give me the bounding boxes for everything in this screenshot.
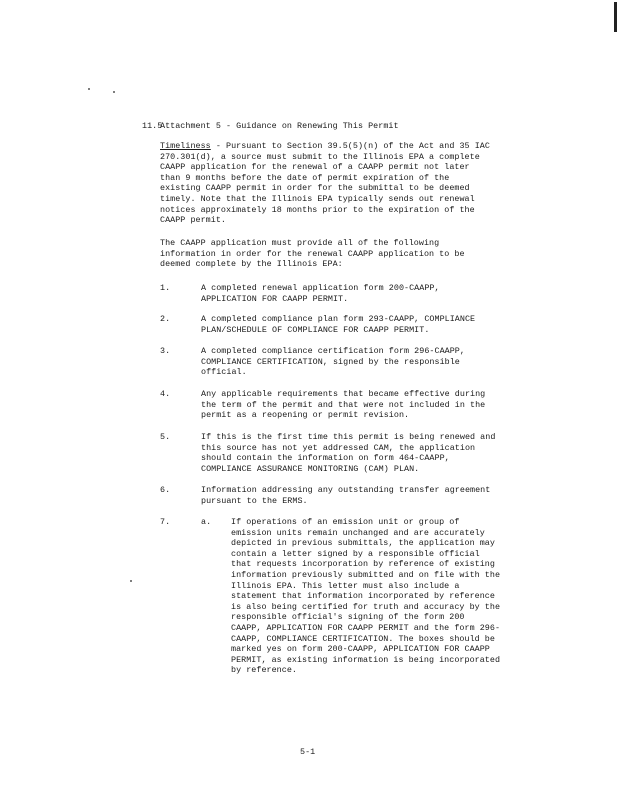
list-item-line: official. (201, 367, 247, 378)
timeliness-line: than 9 months before the date of permit expiration of the (160, 172, 450, 183)
list-item-line: should contain the information on form 464-CAAPP, (201, 453, 450, 464)
sub-item-line: Illinois EPA. This letter must also include a (231, 580, 460, 591)
list-item-line: pursuant to the ERMS. (201, 495, 308, 506)
list-item-number: 2. (160, 314, 171, 324)
timeliness-line: timely. Note that the Illinois EPA typically sends out renewal (160, 193, 475, 204)
timeliness-paragraph (160, 141, 540, 226)
sub-item-line: CAAPP, COMPLIANCE CERTIFICATION. The boxes should be (231, 633, 495, 644)
list-item-line: PLAN/SCHEDULE OF COMPLIANCE FOR CAAPP PERMIT. (201, 324, 430, 335)
list-item-number: 4. (160, 389, 171, 399)
list-item (201, 283, 541, 304)
intro-paragraph (160, 238, 540, 270)
list-item-line: Any applicable requirements that became effective during (201, 389, 486, 399)
timeliness-line: - Pursuant to Section 39.5(5)(n) of the Act and 35 IAC (210, 141, 490, 151)
list-item-number: 1. (160, 283, 171, 293)
sub-item-line: emission units remain unchanged and are accurately (231, 527, 485, 538)
timeliness-label: Timeliness (160, 141, 211, 151)
list-item-line: permit as a reopening or permit revision. (201, 410, 410, 421)
list-item-number: 3. (160, 346, 171, 356)
list-item-line: APPLICATION FOR CAAPP PERMIT. (201, 293, 349, 304)
sub-item-line: that requests incorporation by reference of existing (231, 559, 495, 570)
section-number: 11.5 (142, 121, 163, 131)
sub-item (231, 517, 531, 676)
list-item-line: A completed renewal application form 200-CAAPP, (201, 283, 440, 293)
list-item-number: 7. (160, 517, 171, 527)
list-item-line: A completed compliance plan form 293-CAAPP, COMPLIANCE (201, 314, 476, 324)
timeliness-line: 270.301(d), a source must submit to the Illinois EPA a complete (160, 151, 480, 162)
intro-line: information in order for the renewal CAAPP application to be (160, 248, 465, 259)
sub-item-line: PERMIT, as existing information is being incorporated (231, 654, 501, 665)
sub-item-line: depicted in previous submittals, the application may (231, 538, 495, 549)
list-item-line: If this is the first time this permit is being renewed and (201, 432, 496, 442)
timeliness-line: existing CAAPP permit in order for the submittal to be deemed (160, 183, 470, 194)
timeliness-line: CAAPP application for the renewal of a CAAPP permit not later (160, 162, 470, 173)
list-item-line: this source has not yet addressed CAM, the application (201, 442, 476, 453)
scan-speck (88, 88, 90, 90)
sub-item-line: is also being certified for truth and accuracy by the (231, 601, 501, 612)
intro-line: deemed complete by the Illinois EPA: (160, 259, 343, 270)
sub-item-line: statement that information incorporated by reference (231, 591, 495, 602)
sub-item-line: CAAPP, APPLICATION FOR CAAPP PERMIT and the form 296- (231, 622, 501, 633)
timeliness-line: CAAPP permit. (160, 215, 226, 226)
list-item-line: COMPLIANCE CERTIFICATION, signed by the responsible (201, 356, 460, 367)
scan-speck (130, 580, 132, 582)
page-number: 5-1 (300, 747, 316, 757)
list-item-line: Information addressing any outstanding transfer agreement (201, 485, 491, 495)
list-item-line: the term of the permit and that were not included in the (201, 399, 486, 410)
list-item (201, 432, 541, 474)
sub-item-line: by reference. (231, 665, 297, 676)
sub-item-letter: a. (201, 517, 212, 527)
list-item-number: 6. (160, 485, 171, 495)
list-item (201, 485, 541, 506)
sub-item-line: marked yes on form 200-CAAPP, APPLICATION FOR CAAPP (231, 644, 490, 655)
sub-item-line: If operations of an emission unit or group of (231, 517, 460, 527)
sub-item-line: contain a letter signed by a responsible official (231, 548, 480, 559)
section-title: Attachment 5 - Guidance on Renewing This Permit (160, 121, 399, 131)
list-item-line: COMPLIANCE ASSURANCE MONITORING (CAM) PLAN. (201, 463, 420, 474)
sub-item-line: responsible official's signing of the form 200 (231, 612, 465, 623)
list-item (201, 389, 541, 421)
intro-line: The CAAPP application must provide all of the following (160, 238, 440, 248)
timeliness-line: notices approximately 18 months prior to the expiration of the (160, 204, 475, 215)
scan-edge-mark (614, 2, 617, 32)
list-item-line: A completed compliance certification form 296-CAAPP, (201, 346, 465, 356)
scan-speck (113, 91, 115, 93)
list-item-number: 5. (160, 432, 171, 442)
list-item (201, 346, 541, 378)
sub-item-line: information previously submitted and on file with the (231, 569, 501, 580)
list-item (201, 314, 541, 335)
